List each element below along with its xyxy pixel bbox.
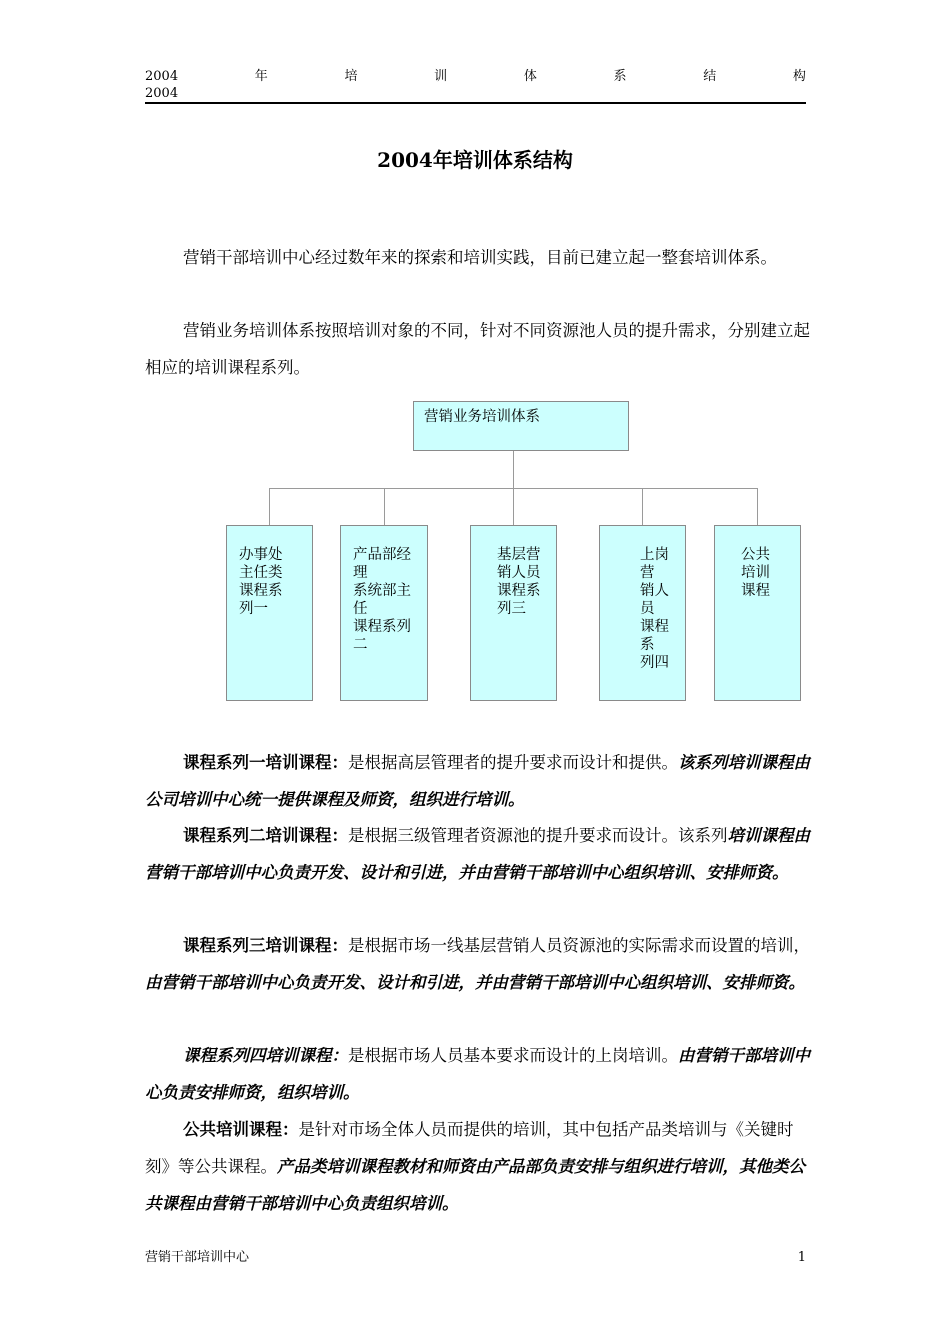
page-number: 1 (797, 1250, 806, 1265)
header-word: 结 (703, 69, 717, 84)
org-child-box: 办事处 主任类 课程系 列一 (226, 525, 313, 701)
section-text: 是针对市场全体人员而提供的培训，其中包括产品类培训与《关键时刻》等公共课程。 (145, 1120, 794, 1176)
intro-paragraph: 营销业务培训体系按照培训对象的不同，针对不同资源池人员的提升需求，分别建立起相应的培训课程系列。 (145, 321, 810, 377)
connector-line (513, 488, 514, 525)
header-rule (145, 102, 806, 104)
intro-paragraph: 营销干部培训中心经过数年来的探索和培训实践，目前已建立起一整套培训体系。 (183, 248, 777, 267)
org-child-box: 基层营 销人员 课程系 列三 (470, 525, 557, 701)
section-emphasis: 培训课程由营销干部培训中心负责开发、设计和引进，并由营销干部培训中心组织培训、安排师资。 (145, 826, 810, 882)
document-title: 2004年培训体系结构 (377, 148, 573, 172)
connector-line (757, 488, 758, 525)
page-footer (145, 1250, 806, 1266)
header-word: 系 (613, 69, 627, 84)
section-emphasis: 由营销干部培训中心负责安排师资，组织培训。 (145, 1046, 810, 1102)
section-label: 课程系列二培训课程： (183, 826, 348, 845)
running-header-line-2: 2004 (145, 86, 179, 101)
header-word: 2004 (145, 69, 179, 84)
course-section (145, 817, 810, 891)
connector-line (269, 488, 270, 525)
section-text: 是根据市场一线基层营销人员资源池的实际需求而设置的培训， (348, 936, 810, 955)
running-header (145, 68, 806, 102)
running-header-line-1 (145, 68, 806, 85)
connector-line (384, 488, 385, 525)
section-emphasis: 产品类培训课程教材和师资由产品部负责安排与组织进行培训，其他类公共课程由营销干部培训中心负责组织培训。 (145, 1157, 805, 1213)
section-label: 课程系列四培训课程： (183, 1046, 348, 1065)
header-word: 体 (523, 69, 537, 84)
course-section (145, 927, 810, 1001)
section-label: 公共培训课程： (183, 1120, 299, 1139)
connector-line (642, 488, 643, 525)
section-emphasis: 该系列培训课程由公司培训中心统一提供课程及师资，组织进行培训。 (145, 753, 810, 809)
section-label: 课程系列一培训课程： (183, 753, 348, 772)
section-text: 是根据市场人员基本要求而设计的上岗培训。 (348, 1046, 678, 1065)
footer-org: 营销干部培训中心 (145, 1250, 250, 1265)
connector-line (513, 451, 514, 488)
course-section (145, 744, 810, 818)
org-child-box: 上岗营 销人员 课程系 列四 (599, 525, 686, 701)
header-word: 训 (434, 69, 448, 84)
section-label: 课程系列三培训课程： (183, 936, 348, 955)
section-text: 是根据高层管理者的提升要求而设计和提供。 (348, 753, 678, 772)
org-child-box: 产品部经 理 系统部主 任 课程系列 二 (340, 525, 428, 701)
header-word: 构 (792, 69, 806, 84)
section-text: 是根据三级管理者资源池的提升要求而设计。该系列 (348, 826, 728, 845)
header-word: 年 (254, 69, 268, 84)
course-section (145, 1111, 810, 1222)
course-section (145, 1037, 810, 1111)
org-root-box: 营销业务培训体系 (413, 401, 629, 451)
header-word: 培 (344, 69, 358, 84)
section-emphasis: 由营销干部培训中心负责开发、设计和引进，并由营销干部培训中心组织培训、安排师资。 (145, 973, 805, 992)
org-child-box: 公共 培训 课程 (714, 525, 801, 701)
